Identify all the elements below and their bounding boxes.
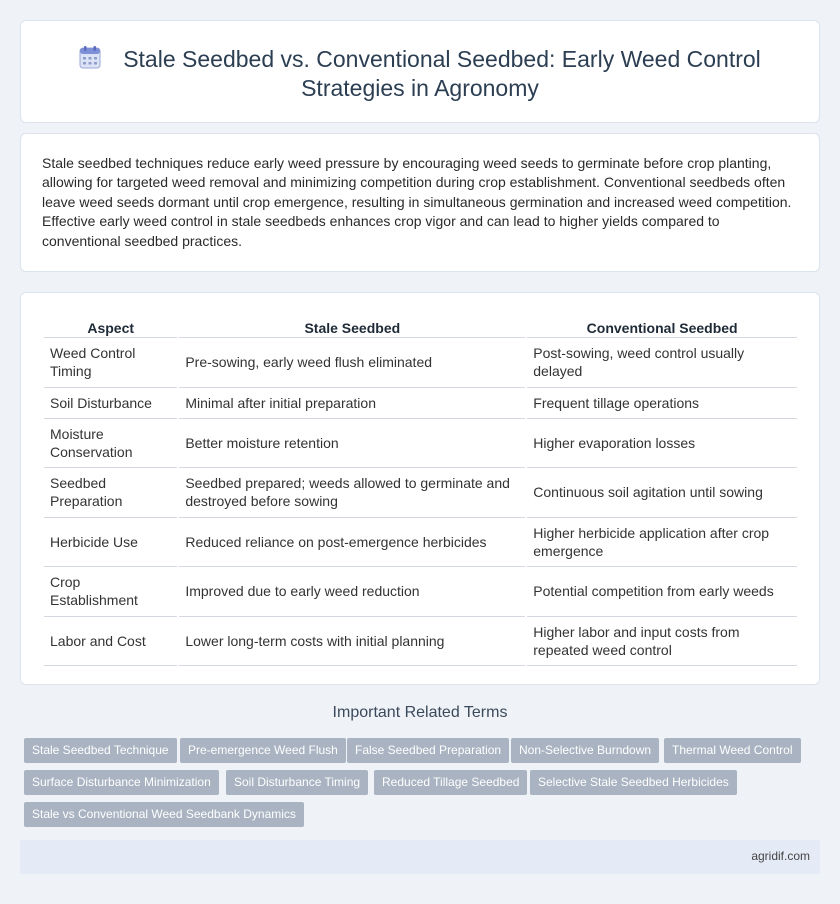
conventional-cell: Continuous soil agitation until sowing: [527, 468, 797, 518]
stale-cell: Lower long-term costs with initial planning: [179, 617, 525, 667]
aspect-cell: Soil Disturbance: [44, 388, 177, 419]
table-row: [44, 388, 797, 419]
aspect-cell: Moisture Conservation: [44, 419, 177, 469]
related-tag[interactable]: Soil Disturbance Timing: [226, 770, 368, 795]
footer: [20, 840, 820, 874]
related-tag[interactable]: Selective Stale Seedbed Herbicides: [530, 770, 737, 795]
comparison-table-card: [20, 292, 820, 685]
aspect-cell: Crop Establishment: [44, 567, 177, 617]
conventional-cell: Frequent tillage operations: [527, 388, 797, 419]
page-title: [79, 46, 761, 101]
conventional-cell: Potential competition from early weeds: [527, 567, 797, 617]
related-tag[interactable]: Pre-emergence Weed Flush: [180, 738, 346, 763]
page-title-text: Stale Seedbed vs. Conventional Seedbed: Early Weed Control Strategies in Agronomy: [123, 46, 761, 101]
stale-cell: Reduced reliance on post-emergence herbicides: [179, 518, 525, 568]
footer-site-link[interactable]: agridif.com: [751, 849, 810, 863]
related-tag[interactable]: Stale vs Conventional Weed Seedbank Dynamics: [24, 802, 304, 827]
related-tag[interactable]: Thermal Weed Control: [664, 738, 801, 763]
table-row: [44, 338, 797, 388]
aspect-cell: Labor and Cost: [44, 617, 177, 667]
stale-cell: Improved due to early weed reduction: [179, 567, 525, 617]
related-tag[interactable]: Stale Seedbed Technique: [24, 738, 177, 763]
comparison-table: [42, 314, 799, 666]
intro-card: [20, 133, 820, 272]
aspect-cell: Seedbed Preparation: [44, 468, 177, 518]
table-row: [44, 617, 797, 667]
aspect-cell: Weed Control Timing: [44, 338, 177, 388]
header-stale-seedbed: Stale Seedbed: [179, 314, 525, 338]
intro-paragraph: Stale seedbed techniques reduce early weed pressure by encouraging weed seeds to germinate before crop planting, allowing for targeted weed removal and minimizing competition during crop establishment. Conventional seedbeds often leave weed seeds dormant until crop emergence, resulting in simultaneous germination and increased weed competition. Effective early weed control in stale seedbeds enhances crop vigor and can lead to higher yields compared to conventional seedbed practices.: [42, 155, 792, 249]
table-row: [44, 468, 797, 518]
conventional-cell: Higher evaporation losses: [527, 419, 797, 469]
related-terms-heading: Important Related Terms: [332, 704, 508, 721]
stale-cell: Better moisture retention: [179, 419, 525, 469]
stale-cell: Seedbed prepared; weeds allowed to germinate and destroyed before sowing: [179, 468, 525, 518]
header-conventional-seedbed: Conventional Seedbed: [527, 314, 797, 338]
related-tag[interactable]: Non-Selective Burndown: [511, 738, 659, 763]
conventional-cell: Post-sowing, weed control usually delayed: [527, 338, 797, 388]
related-tag[interactable]: False Seedbed Preparation: [347, 738, 509, 763]
stale-cell: Minimal after initial preparation: [179, 388, 525, 419]
table-row: [44, 567, 797, 617]
header-aspect: Aspect: [44, 314, 177, 338]
title-card: [20, 20, 820, 123]
table-row: [44, 518, 797, 568]
title-wrap: [21, 45, 819, 103]
stale-cell: Pre-sowing, early weed flush eliminated: [179, 338, 525, 388]
calendar-icon: [79, 46, 101, 69]
conventional-cell: Higher labor and input costs from repeated weed control: [527, 617, 797, 667]
table-row: [44, 419, 797, 469]
related-tag[interactable]: Surface Disturbance Minimization: [24, 770, 219, 795]
related-tag[interactable]: Reduced Tillage Seedbed: [374, 770, 527, 795]
conventional-cell: Higher herbicide application after crop emergence: [527, 518, 797, 568]
aspect-cell: Herbicide Use: [44, 518, 177, 568]
